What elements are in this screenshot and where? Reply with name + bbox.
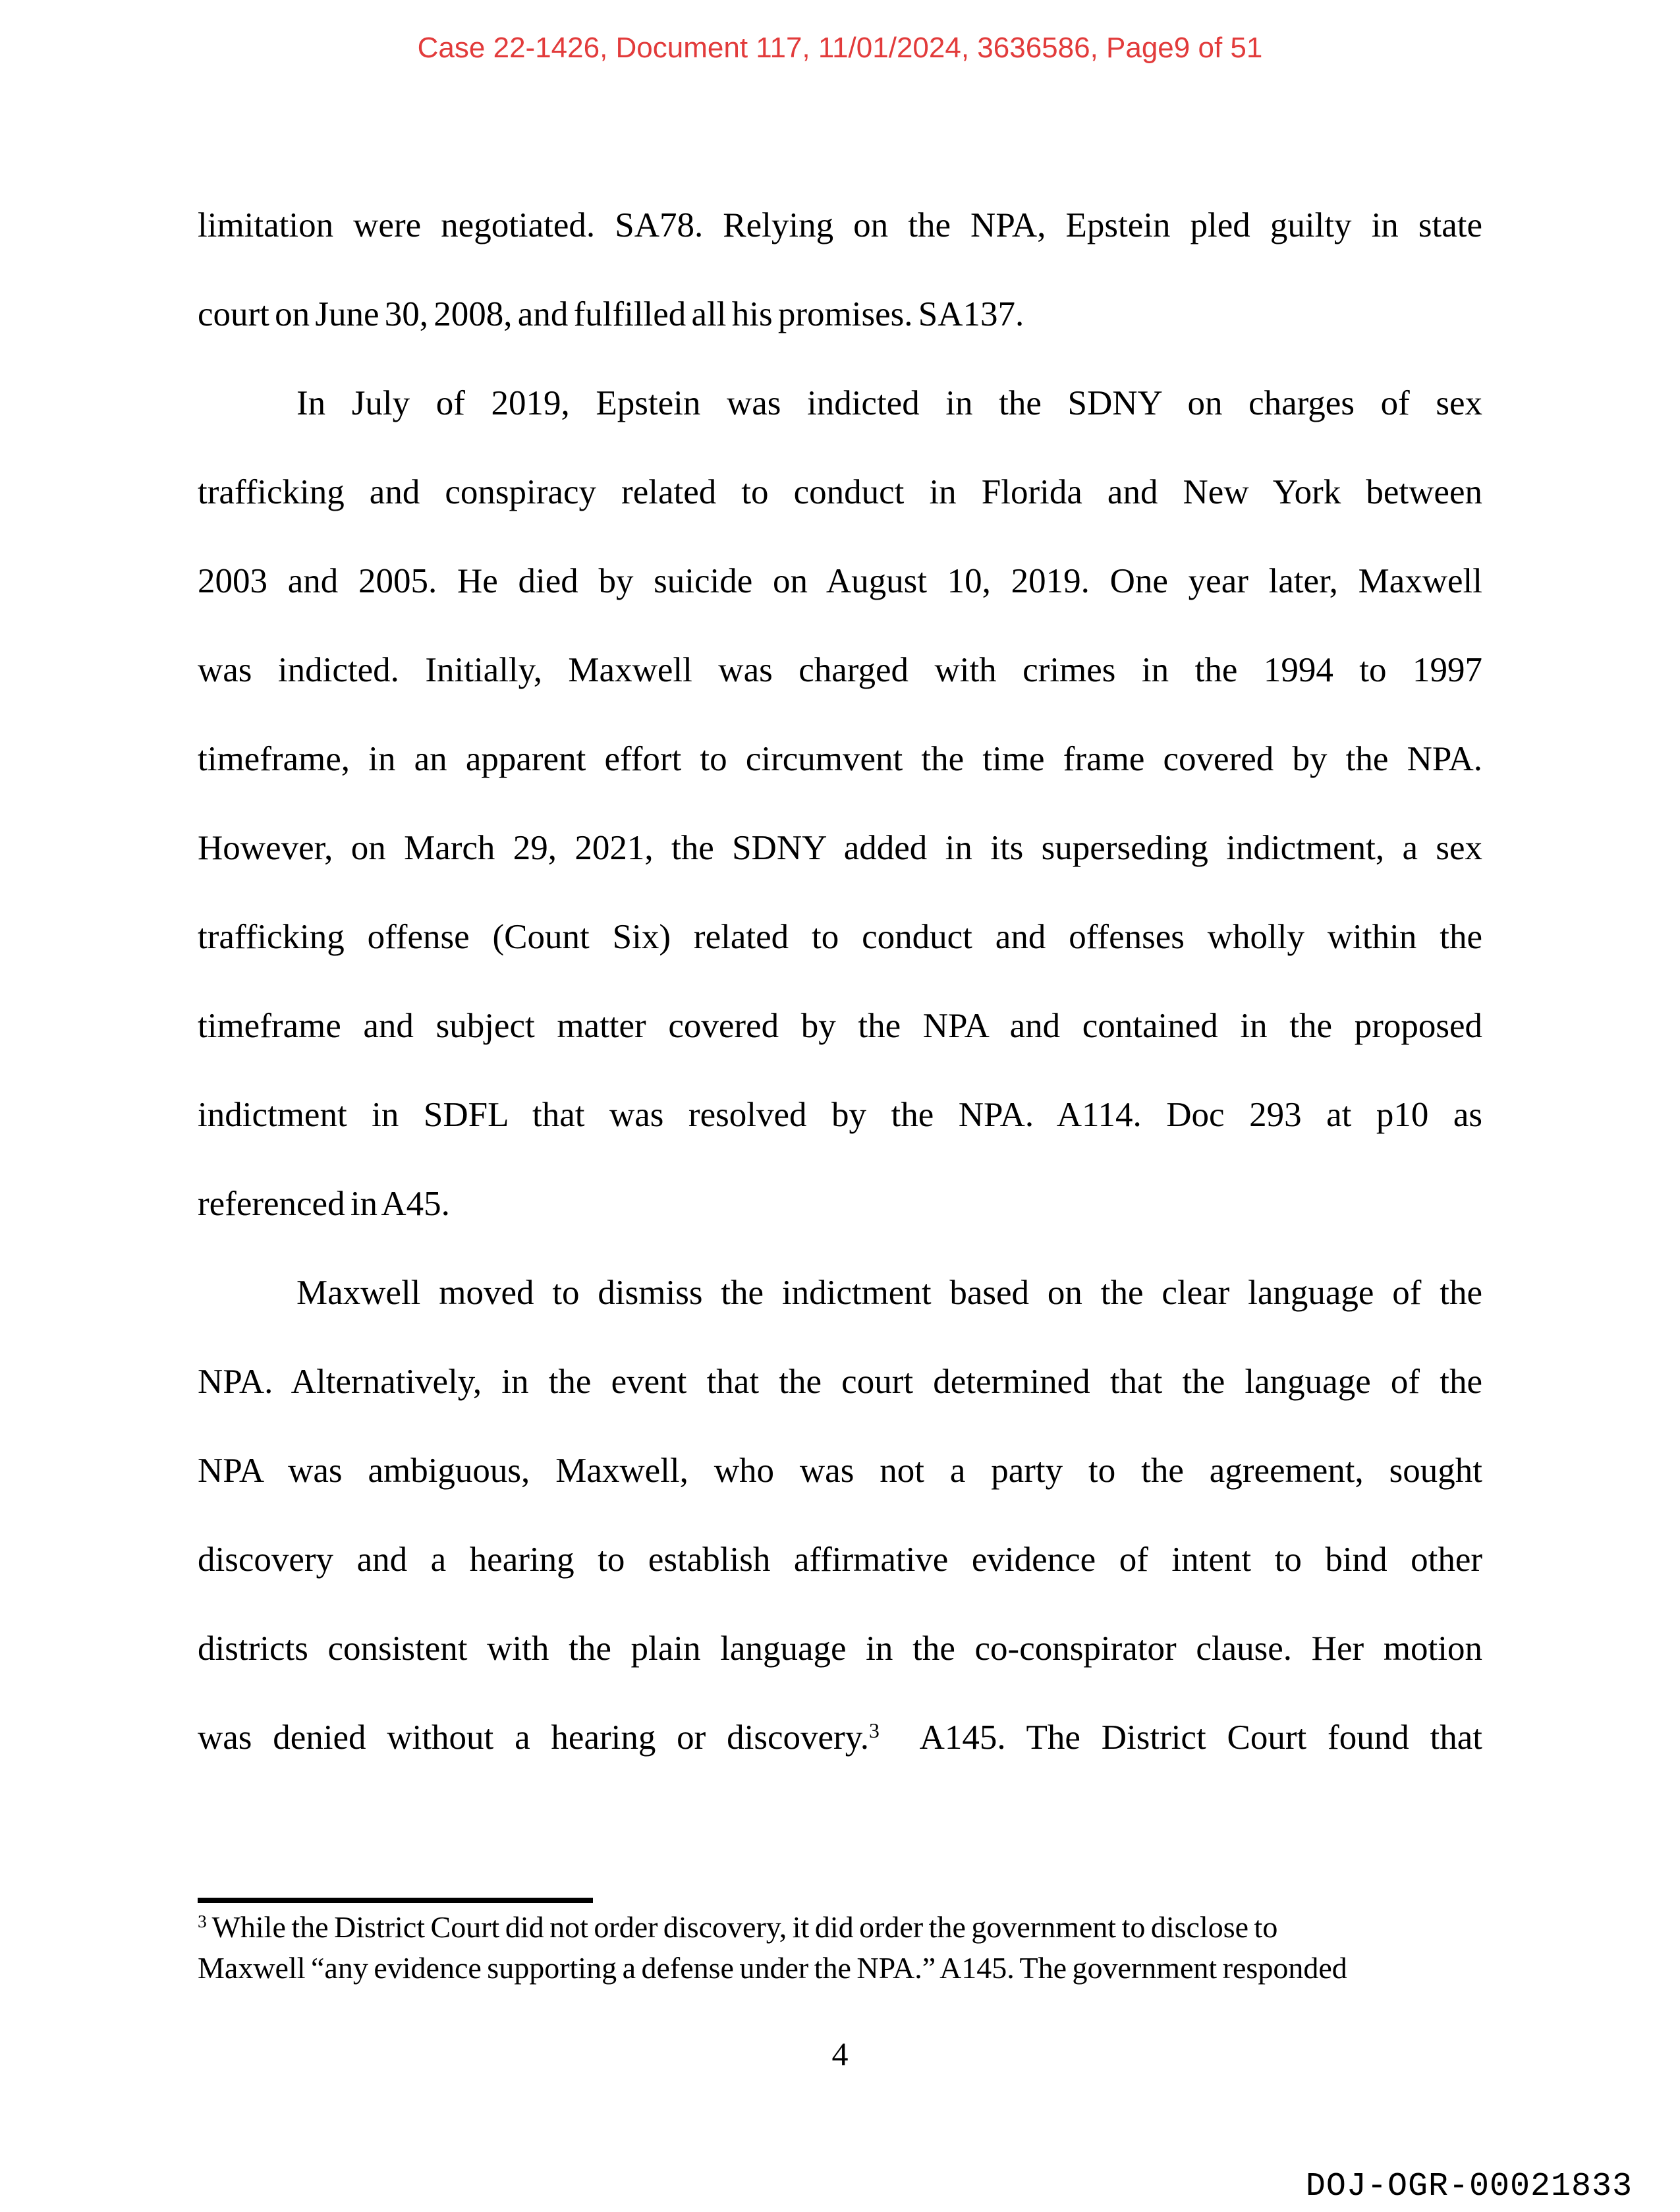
body-line: NPA was ambiguous, Maxwell, who was not a party to the agreement, sought [198, 1452, 1482, 1490]
body-line: timeframe and subject matter covered by the NPA and contained in the proposed [198, 1007, 1482, 1045]
body-text [198, 181, 1482, 1782]
body-line: However, on March 29, 2021, the SDNY added in its superseding indictment, a sex [198, 829, 1482, 867]
body-line: court on June 30, 2008, and fulfilled all his promises. SA137. [198, 295, 1024, 333]
body-line: was indicted. Initially, Maxwell was charged with crimes in the 1994 to 1997 [198, 651, 1482, 689]
body-line: trafficking and conspiracy related to conduct in Florida and New York between [198, 473, 1482, 511]
footnote-line: Maxwell “any evidence supporting a defense under the NPA.” A145. The government responded [198, 1951, 1347, 1985]
body-line: 2003 and 2005. He died by suicide on August 10, 2019. One year later, Maxwell [198, 562, 1482, 600]
body-line: timeframe, in an apparent effort to circumvent the time frame covered by the NPA. [198, 740, 1482, 778]
footnote-line: $^3$ While the District Court did not order discovery, it did order the government to disclose to [198, 1910, 1278, 1944]
page-number: 4 [831, 2035, 849, 2072]
footnote-marker: 3 [198, 1910, 207, 1931]
body-line: In July of 2019, Epstein was indicted in the SDNY on charges of sex [296, 384, 1482, 422]
case-caption-header: Case 22-1426, Document 117, 11/01/2024, 3636586, Page9 of 51 [417, 32, 1263, 64]
body-line: districts consistent with the plain language in the co-conspirator clause. Her motion [198, 1630, 1482, 1668]
bates-number: DOJ-OGR-00021833 [1305, 2168, 1633, 2205]
body-line: was denied without a hearing or discovery.$^3$ A145. The District Court found that [198, 1718, 1482, 1757]
body-line: discovery and a hearing to establish affirmative evidence of intent to bind other [198, 1541, 1482, 1579]
footnote-reference-marker: 3 [869, 1718, 880, 1742]
footnote-divider [198, 1898, 593, 1903]
body-line: limitation were negotiated. SA78. Relying on the NPA, Epstein pled guilty in state [198, 206, 1482, 244]
body-line: referenced in A45. [198, 1185, 450, 1223]
body-line: NPA. Alternatively, in the event that the court determined that the language of the [198, 1363, 1482, 1401]
body-line: Maxwell moved to dismiss the indictment based on the clear language of the [296, 1274, 1482, 1312]
body-line: indictment in SDFL that was resolved by the NPA. A114. Doc 293 at p10 as [198, 1096, 1482, 1134]
footnote-text [198, 1907, 1548, 1989]
body-line: trafficking offense (Count Six) related to conduct and offenses wholly within the [198, 918, 1482, 956]
